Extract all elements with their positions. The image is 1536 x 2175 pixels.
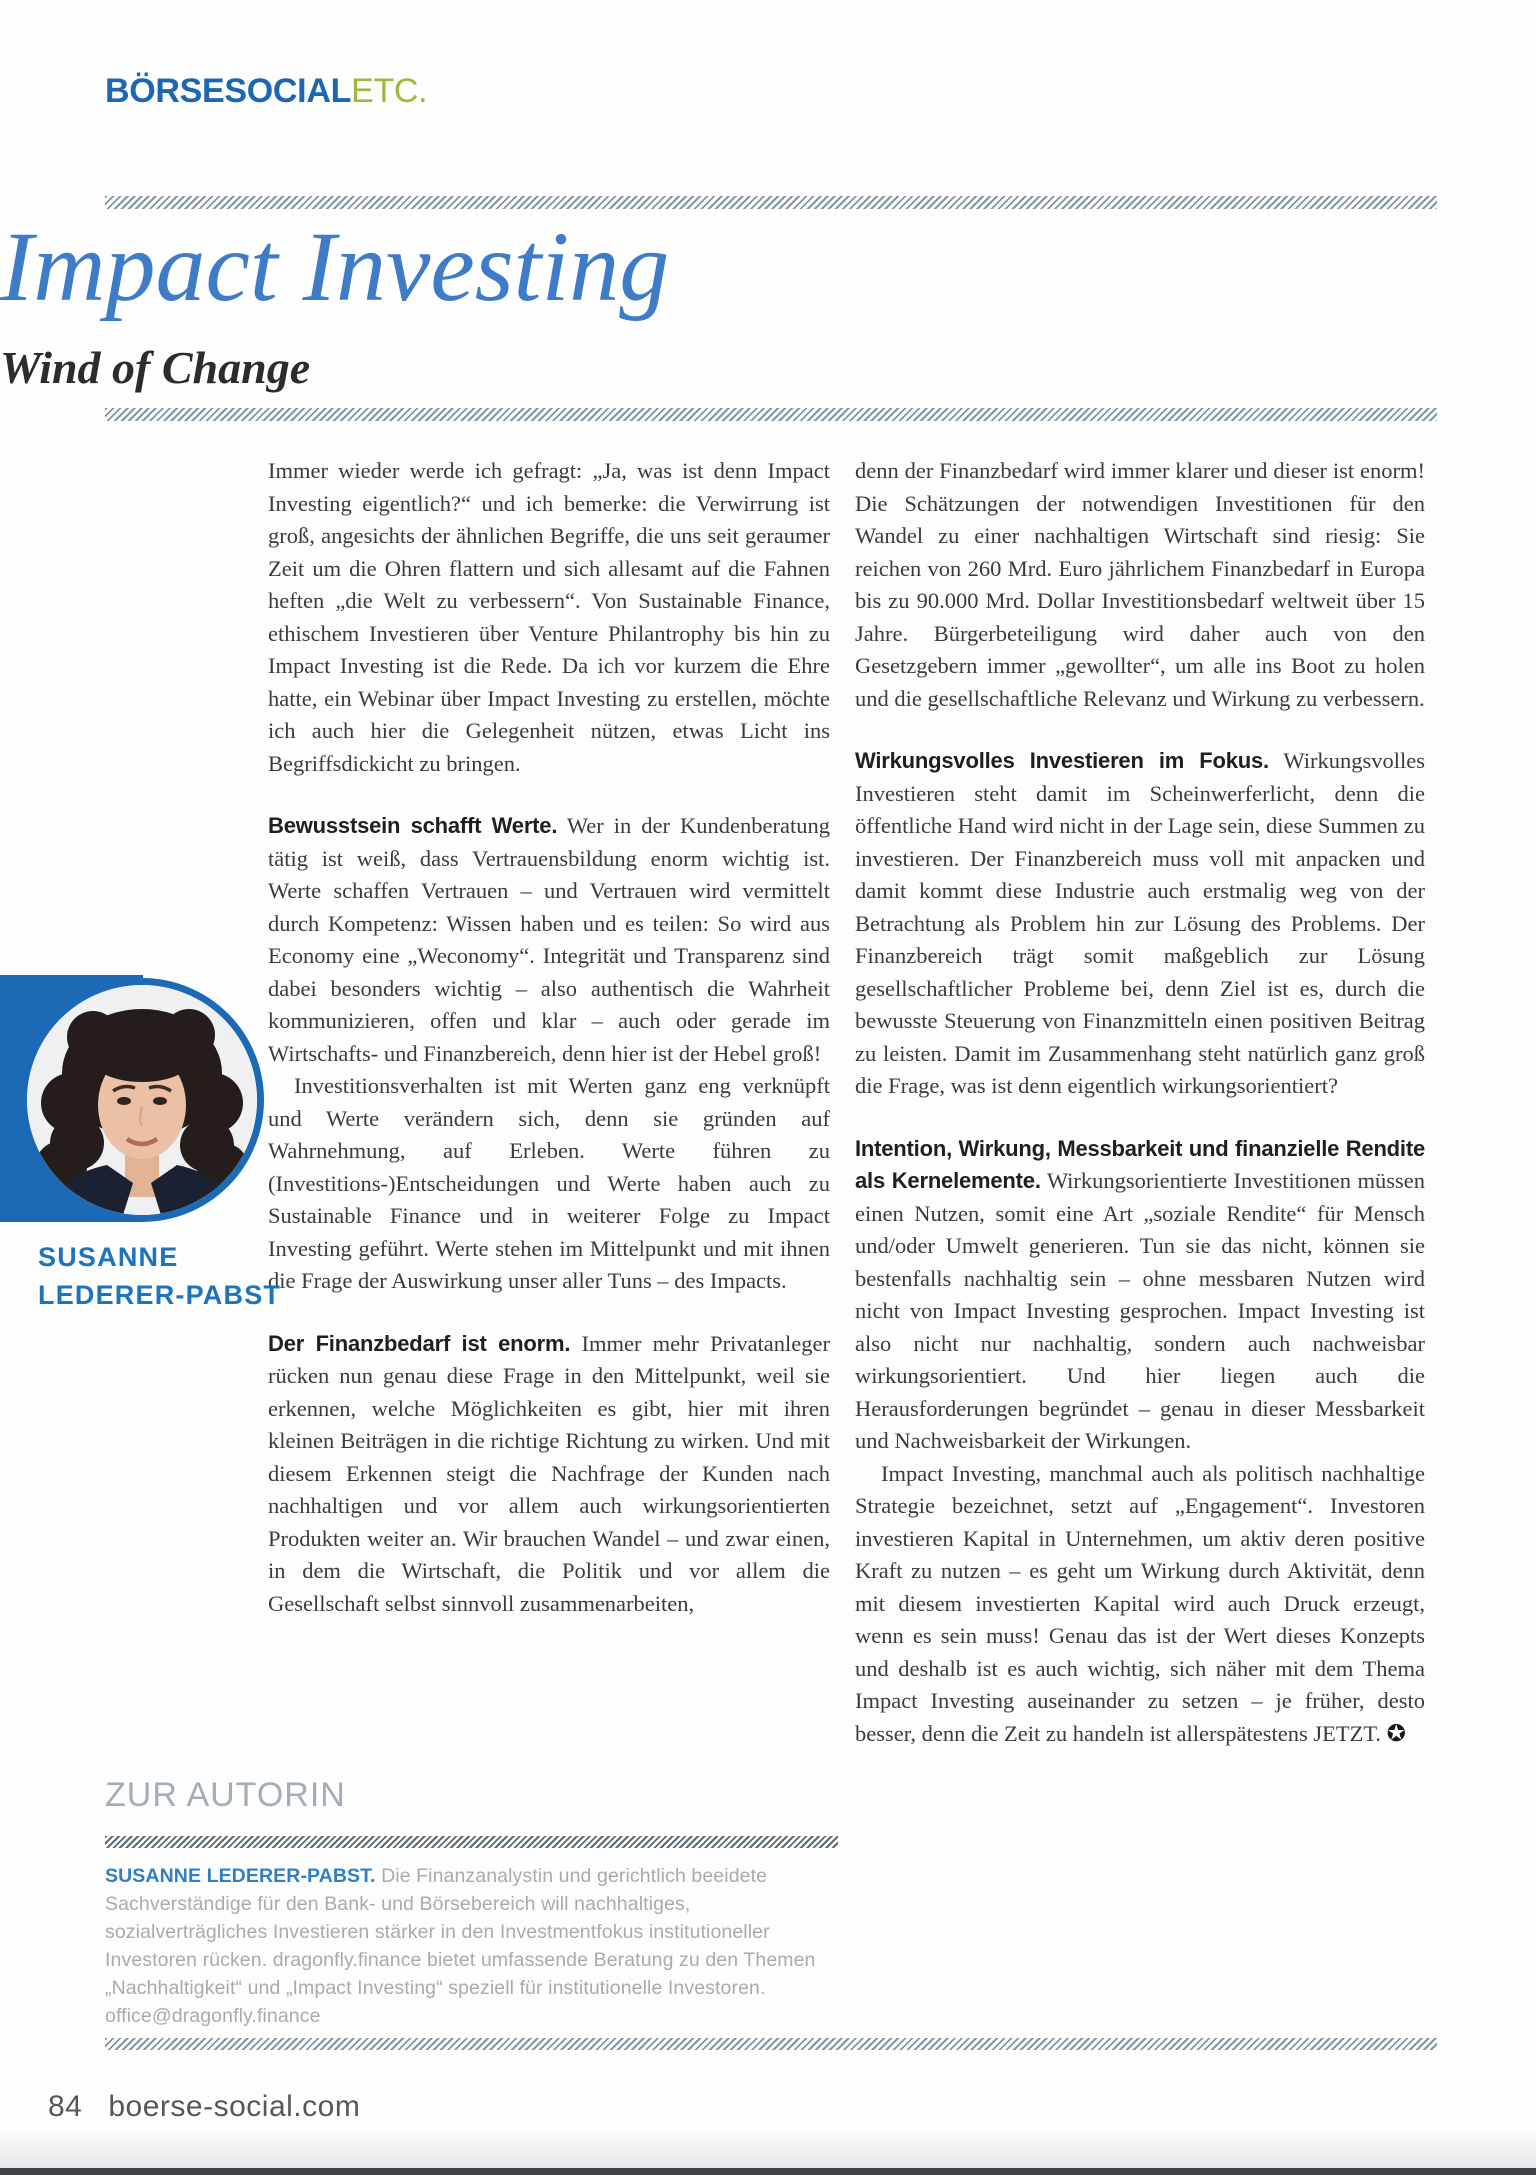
site-url: boerse-social.com: [108, 2090, 361, 2123]
article-subtitle: Wind of Change: [0, 342, 311, 393]
brand-logo: [105, 72, 427, 111]
page-bottom-edge: [0, 2168, 1536, 2175]
paragraph: [268, 455, 830, 780]
article-left-column: [268, 455, 830, 1765]
page-footer: [48, 2090, 360, 2124]
author-name-line2: LEDERER-PABST: [38, 1280, 282, 1310]
article-title: Impact Investing: [0, 211, 670, 322]
article-end-mark-icon: ✪: [1386, 1720, 1406, 1747]
paragraph-text: Investitionsverhalten ist mit Werten ganz eng verknüpft und Werte verändern sich, denn sie gründen auf Wahrnehmung, auf Erleben. Werte führen zu (Investitions-)Entscheidungen und Werte haben auch zu Sustainable Finance und in weiterer Folge zu Impact Investing geführt. Werte stehen im Mittelpunkt und mit ihnen die Frage der Auswirkung unser aller Tuns – des Impacts.: [268, 1073, 830, 1293]
paragraph: [855, 455, 1425, 715]
paragraph-text: Wirkungsvolles Investieren steht damit im Scheinwerferlicht, denn die öffentliche Hand wird nicht in der Lage sein, diese Summen zu investieren. Der Finanzbereich muss voll mit anpacken und damit kommt diese Industrie auch erstmalig weg von der Betrachtung als Problem hin zur Lösung des Problems. Der Finanzbereich trägt somit maßgeblich zur Lösung gesellschaftlicher Probleme bei, denn Ziel ist es, durch die bewusste Steuerung von Finanzmitteln einen positiven Beitrag zu leisten. Damit im Zusammenhang steht natürlich ganz groß die Frage, was ist denn eigentlich wirkungsorientiert?: [855, 748, 1425, 1098]
paragraph-text: Wer in der Kundenberatung tätig ist weiß, dass Vertrauensbildung enorm wichtig ist. Werte schaffen Vertrauen – und Vertrauen wird vermittelt durch Kompetenz: Wissen haben und es teilen: So wird aus Economy eine „Weconomy“. Integrität und Transparenz sind dabei besonders wichtig – also authentisch die Wahrheit kommunizieren, offen und klar – auch oder gerade im Wirtschafts- und Finanzbereich, denn hier ist der Hebel groß!: [268, 813, 830, 1066]
paragraph: [268, 810, 830, 1070]
hatch-divider-bottom: [105, 2038, 1437, 2050]
paragraph: [268, 1328, 830, 1621]
hatch-divider-about: [105, 1836, 838, 1848]
author-photo: [20, 978, 264, 1222]
paragraph: [855, 1458, 1425, 1751]
brand-logo-primary: BÖRSESOCIAL: [105, 72, 352, 110]
paragraph: [855, 745, 1425, 1103]
paragraph-text: Immer mehr Privatanleger rücken nun genau diese Frage in den Mittelpunkt, weil sie erkennen, welche Möglichkeiten es gibt, hier mit ihren kleinen Beiträgen in die richtige Richtung zu wirken. Und mit diesem Erkennen steigt die Nachfrage der Kunden nach nachhaltigen und vor allem auch wirkungsorientierten Produkten weiter an. Wir brauchen Wandel – und zwar einen, in dem die Wirtschaft, die Politik und vor allem die Gesellschaft selbst sinnvoll zusammenarbeiten,: [268, 1330, 830, 1616]
paragraph-text: denn der Finanzbedarf wird immer klarer und dieser ist enorm! Die Schätzungen der notwendigen Investitionen für den Wandel zu einer nachhaltigen Wirtschaft sind riesig: Sie reichen von 260 Mrd. Euro jährlichem Finanzbedarf in Europa bis zu 90.000 Mrd. Dollar Investitionsbedarf weltweit über 15 Jahre. Bürgerbeteiligung wird daher auch von den Gesetzgebern immer „gewollter“, um alle ins Boot zu holen und die gesellschaftliche Relevanz und Wirkung zu verbessern.: [855, 458, 1425, 711]
paragraph: [855, 1133, 1425, 1458]
hatch-divider-top: [105, 196, 1437, 209]
paragraph-text: Wirkungsorientierte Investitionen müssen einen Nutzen, somit eine Art „soziale Rendite“ für Mensch und/oder Umwelt generieren. Tun sie das nicht, können sie bestenfalls nachhaltig sein – ohne messbaren Nutzen wird nicht von Impact Investing gesprochen. Impact Investing ist also nicht nur nachhaltig, sondern auch nachweisbar wirkungsorientiert. Und hier liegen auch die Herausforderungen begründet – genau in dieser Messbarkeit und Nachweisbarkeit der Wirkungen.: [855, 1168, 1425, 1453]
runin-heading: Intention, Wirkung, Messbarkeit und finanzielle Rendite als Kernelemente.: [855, 1135, 1425, 1193]
runin-heading: Der Finanzbedarf ist enorm.: [268, 1330, 571, 1356]
about-author-heading: ZUR AUTORIN: [105, 1776, 346, 1814]
about-author-body: Die Finanzanalystin und gerichtlich beeidete Sachverständige für den Bank- und Börsebereich will nachhaltiges, sozialverträgliches Investieren stärker in den Investmentfokus institutioneller Investoren rücken. dragonfly.finance bietet umfassende Beratung zu den Themen „Nachhaltigkeit“ und „Impact Investing“ speziell für institutionelle Investoren. office@dragonfly.finance: [105, 1865, 816, 2027]
page-bottom-shade: [0, 2128, 1536, 2168]
paragraph-text: Impact Investing, manchmal auch als politisch nachhaltige Strategie bezeichnet, setzt auf „Engagement“. Investoren investieren Kapital in Unternehmen, um aktiv deren positive Kraft zu nutzen – es geht um Wirkung durch Aktivität, denn mit diesem investierten Kapital wird auch Druck erzeugt, wenn es sein muss! Genau das ist der Wert dieses Konzepts und deshalb ist es auch wichtig, sich näher mit dem Thema Impact Investing auseinander zu setzen – je früher, desto besser, denn die Zeit zu handeln ist allerspätestens JETZT.: [855, 1460, 1425, 1746]
runin-heading: Bewusstsein schafft Werte.: [268, 813, 558, 838]
paragraph: [268, 1070, 830, 1298]
hatch-divider-under-title: [105, 408, 1437, 421]
runin-heading: Wirkungsvolles Investieren im Fokus.: [855, 748, 1269, 773]
author-name-line1: SUSANNE: [38, 1242, 179, 1272]
page-number: 84: [48, 2090, 83, 2123]
author-name: [38, 1238, 281, 1314]
about-author-text: [105, 1862, 840, 2030]
brand-logo-secondary: ETC.: [351, 72, 428, 110]
paragraph-text: Immer wieder werde ich gefragt: „Ja, was ist denn Impact Investing eigentlich?“ und ich bemerke: die Verwirrung ist groß, angesichts der ähnlichen Begriffe, die uns seit geraumer Zeit um die Ohren flattern und sich allesamt auf die Fahnen heften „die Welt zu verbessern“. Von Sustainable Finance, ethischem Investieren über Venture Philantrophy bis hin zu Impact Investing ist die Rede. Da ich vor kurzem die Ehre hatte, ein Webinar über Impact Investing zu erstellen, möchte ich auch hier die Gelegenheit nützen, etwas Licht ins Begriffsdickicht zu bringen.: [268, 458, 830, 776]
about-author-lead: SUSANNE LEDERER-PABST.: [105, 1865, 376, 1887]
portrait-illustration: [27, 985, 257, 1215]
article-right-column: [855, 455, 1425, 2015]
